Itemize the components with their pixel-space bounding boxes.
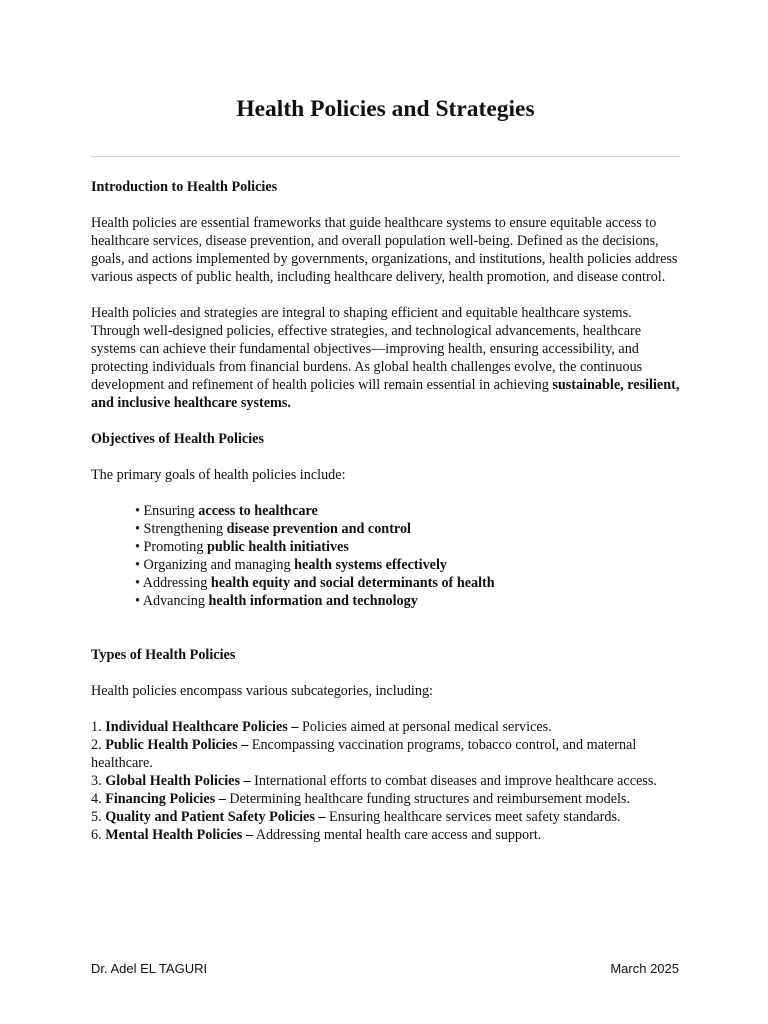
- intro-paragraph-2-bold: sustainable, resilient, and inclusive healthcare systems.: [91, 377, 680, 411]
- list-item-prefix: • Organizing and managing: [135, 557, 295, 573]
- list-item: [91, 790, 680, 808]
- objectives-heading: Objectives of Health Policies: [91, 431, 264, 447]
- list-item-number: 6.: [91, 827, 106, 843]
- list-item-prefix: • Advancing: [135, 593, 209, 609]
- list-item-text: Ensuring healthcare services meet safety standards.: [325, 809, 621, 825]
- list-item-number: 4.: [91, 791, 106, 807]
- list-item: [91, 772, 680, 790]
- list-item-bold: disease prevention and control: [226, 521, 411, 537]
- list-item: [135, 556, 680, 574]
- list-item-bold: health information and technology: [208, 593, 418, 609]
- objectives-lead: The primary goals of health policies include:: [91, 467, 346, 483]
- list-item: [135, 502, 680, 520]
- footer-date: March 2025: [610, 961, 679, 976]
- list-item-text: International efforts to combat diseases and improve healthcare access.: [250, 773, 657, 789]
- list-item-number: 5.: [91, 809, 106, 825]
- intro-heading: Introduction to Health Policies: [91, 179, 278, 195]
- list-item: [135, 574, 680, 592]
- list-item-bold: Mental Health Policies –: [105, 827, 253, 843]
- list-item-prefix: • Promoting: [135, 539, 207, 555]
- list-item: [135, 592, 680, 610]
- footer-author: Dr. Adel EL TAGURI: [91, 961, 208, 976]
- list-item: [91, 826, 680, 844]
- list-item-bold: public health initiatives: [206, 539, 349, 555]
- intro-paragraph-2-text: Health policies and strategies are integral to shaping efficient and equitable healthcare systems. Through well-designed policies, effective strategies, and technological advancements, healthcare systems can achieve their fundamental objectives—improving health, ensuring accessibility, and protecting individuals from financial burdens. As global health challenges evolve, the continuous development and refinement of health policies will remain essential in achieving: [91, 305, 643, 393]
- list-item-bold: health systems effectively: [294, 557, 448, 573]
- list-item-prefix: • Addressing: [135, 575, 211, 591]
- list-item-bold: Financing Policies –: [105, 791, 226, 807]
- list-item: [135, 538, 680, 556]
- list-item-text: Determining healthcare funding structures and reimbursement models.: [225, 791, 631, 807]
- list-item-prefix: • Ensuring: [135, 503, 199, 519]
- list-item-number: 2.: [91, 737, 106, 753]
- list-item-bold: access to healthcare: [198, 503, 318, 519]
- list-item: [91, 736, 680, 772]
- list-item-bold: Individual Healthcare Policies –: [105, 719, 299, 735]
- types-lead: Health policies encompass various subcategories, including:: [91, 683, 433, 699]
- list-item-bold: Global Health Policies –: [105, 773, 251, 789]
- title-divider: [91, 156, 680, 157]
- types-list: [91, 718, 680, 844]
- list-item-bold: health equity and social determinants of health: [210, 575, 495, 591]
- types-heading: Types of Health Policies: [91, 647, 236, 663]
- list-item-text: Addressing mental health care access and support.: [252, 827, 542, 843]
- document-body: [91, 178, 680, 844]
- list-item-bold: Public Health Policies –: [105, 737, 249, 753]
- list-item-prefix: • Strengthening: [135, 521, 227, 537]
- intro-paragraph-1: Health policies are essential frameworks that guide healthcare systems to ensure equitable access to healthcare services, disease prevention, and overall population well-being. Defined as the decisions, goals, and actions implemented by governments, organizations, and institutions, health policies address various aspects of public health, including healthcare delivery, health promotion, and disease control.: [91, 215, 678, 285]
- list-item-bold: Quality and Patient Safety Policies –: [105, 809, 326, 825]
- list-item-text: Encompassing vaccination programs, tobacco control, and maternal healthcare.: [91, 737, 637, 771]
- objectives-list: [91, 502, 680, 610]
- list-item-number: 1.: [91, 719, 106, 735]
- list-item: [91, 718, 680, 736]
- list-item-text: Policies aimed at personal medical services.: [298, 719, 552, 735]
- intro-paragraph-2: [91, 304, 680, 412]
- list-item-number: 3.: [91, 773, 106, 789]
- list-item: [135, 520, 680, 538]
- list-item: [91, 808, 680, 826]
- page-title: Health Policies and Strategies: [236, 96, 535, 122]
